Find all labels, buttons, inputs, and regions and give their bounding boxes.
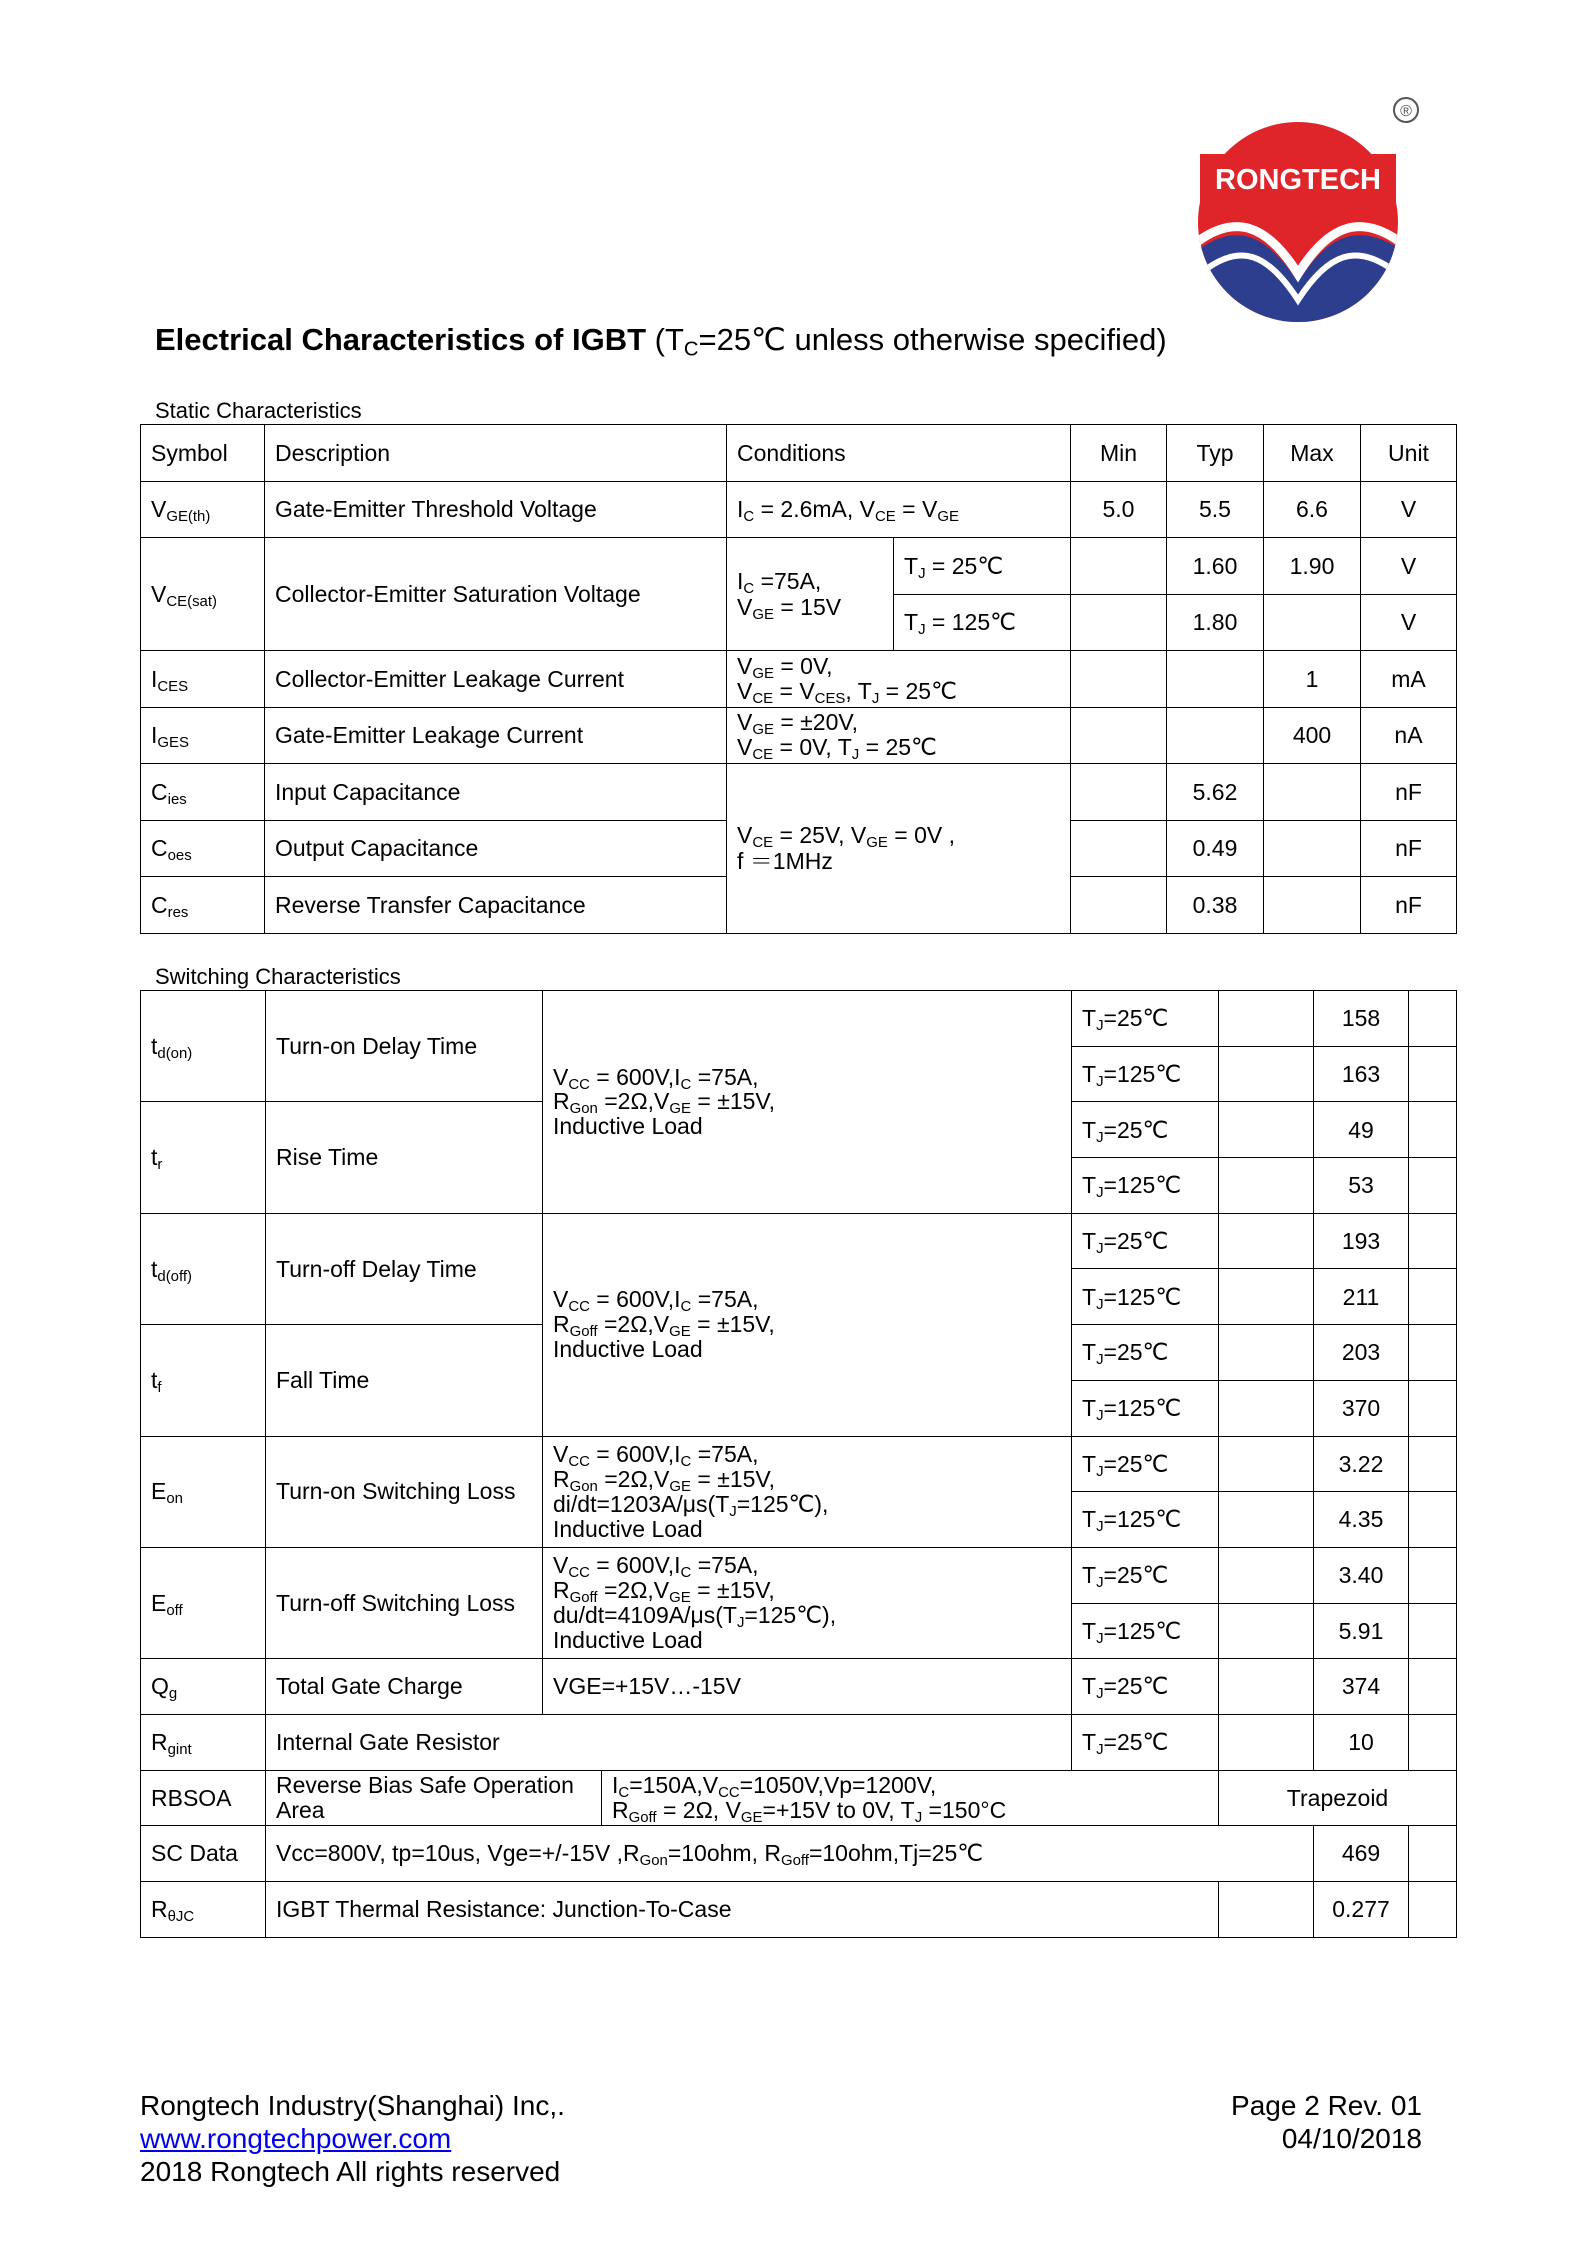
description-cell: Fall Time [266,1325,543,1436]
min-cell [1219,991,1314,1047]
max-cell: 1.90 [1264,538,1361,595]
symbol-cell: $t_{d(on)}$ [141,991,266,1102]
unit-cell: V [1361,481,1457,538]
conditions-cell: $V_{GE} = \pm 20V$, $V_{CE} = 0V$, $T_J$ = 25℃ [727,707,1071,764]
min-cell [1219,1659,1314,1715]
unit-cell: mA [1361,651,1457,708]
conditions-cell: $I_C = 2.6mA$, $V_{CE} = V_{GE}$ [727,481,1071,538]
min-cell [1219,1158,1314,1214]
conditions-cell: VGE=+15V…-15V [543,1659,1072,1715]
min-cell [1219,1269,1314,1325]
temperature-cell: $T_J=125℃$ [1072,1046,1219,1102]
table-row [141,1826,1457,1882]
header-description: Description [265,425,727,482]
static-caption: Static Characteristics [155,398,362,423]
registered-mark: ® [1400,103,1412,120]
page-revision: Page 2 Rev. 01 [1231,2090,1422,2121]
typ-cell: 3.22 [1314,1436,1409,1492]
typ-cell: 5.5 [1167,481,1264,538]
symbol-cell: $I_{CES}$ [141,651,265,708]
conditions-cell: $V_{CE} = 25V$, $V_{GE} = 0V$ , f ＝1MHz [727,764,1071,934]
header-symbol: Symbol [141,425,265,482]
max-cell [1409,1882,1457,1938]
max-cell [1409,1492,1457,1548]
description-cell: Rise Time [266,1102,543,1213]
min-cell [1071,594,1167,651]
symbol-cell: $t_{d(off)}$ [141,1213,266,1324]
unit-cell: nA [1361,707,1457,764]
conditions-cell: Vcc=800V, tp=10us, Vge=+/-15V $,R_{Gon}=10ohm$, $R_{Goff}=10ohm,Tj=25℃$ [266,1826,1314,1882]
table-row [141,1547,1457,1603]
description-cell: Total Gate Charge [266,1659,543,1715]
description-cell: Internal Gate Resistor [266,1714,1072,1770]
typ-cell: 10 [1314,1714,1409,1770]
value-cell: Trapezoid [1219,1770,1457,1826]
footer-right [1231,2089,1422,2155]
logo-text: RONGTECH [1215,164,1381,196]
temperature-cell: $T_J=25℃$ [1072,1436,1219,1492]
temperature-cell: $T_J=25℃$ [1072,1325,1219,1381]
min-cell [1219,1102,1314,1158]
header-min: Min [1071,425,1167,482]
footer-left [140,2089,565,2188]
temperature-cell: $T_J$ = 25℃ [894,538,1071,595]
max-cell: 6.6 [1264,481,1361,538]
max-cell [1409,1826,1457,1882]
page-title: Electrical Characteristics of IGBT ($T_C=25℃$ unless otherwise specified) [155,322,1167,361]
max-cell: 400 [1264,707,1361,764]
max-cell [1409,1436,1457,1492]
max-cell [1409,1547,1457,1603]
company-name: Rongtech Industry(Shanghai) Inc,. [140,2090,565,2121]
description-cell: Turn-on Delay Time [266,991,543,1102]
temperature-cell: $T_J=125℃$ [1072,1158,1219,1214]
static-characteristics-table [140,424,1457,934]
description-cell: Turn-off Switching Loss [266,1547,543,1658]
min-cell [1071,538,1167,595]
typ-cell: 49 [1314,1102,1409,1158]
symbol-cell: $E_{on}$ [141,1436,266,1547]
table-row [141,538,1457,595]
symbol-cell: $C_{oes}$ [141,820,265,877]
max-cell [1409,1325,1457,1381]
symbol-cell: $R_{gint}$ [141,1714,266,1770]
temperature-cell: $T_J=25℃$ [1072,1659,1219,1715]
conditions-cell: $V_{CC} = 600V,I_C =75A$, $R_{Gon} =2\Omega,V_{GE} = \pm 15V$, $di/dt=1203A/\mu s(T_J=125℃)$, Inductive Load [543,1436,1072,1547]
conditions-cell: $V_{CC} = 600V,I_C =75A$, $R_{Gon} =2\Omega,V_{GE} = \pm 15V$, Inductive Load [543,991,1072,1214]
typ-cell: 3.40 [1314,1547,1409,1603]
header-max: Max [1264,425,1361,482]
description-cell: Input Capacitance [265,764,727,821]
typ-cell: 53 [1314,1158,1409,1214]
typ-cell [1167,707,1264,764]
typ-cell: 374 [1314,1659,1409,1715]
typ-cell: 5.91 [1314,1603,1409,1659]
copyright: 2018 Rongtech All rights reserved [140,2156,561,2187]
max-cell [1409,1603,1457,1659]
unit-cell: V [1361,594,1457,651]
switching-caption: Switching Characteristics [155,964,401,989]
typ-cell: 469 [1314,1826,1409,1882]
table-row [141,1213,1457,1269]
unit-cell: V [1361,538,1457,595]
typ-cell: 193 [1314,1213,1409,1269]
max-cell [1409,1714,1457,1770]
temperature-cell: $T_J=125℃$ [1072,1380,1219,1436]
min-cell [1219,1882,1314,1938]
symbol-cell: $t_f$ [141,1325,266,1436]
max-cell [1409,1102,1457,1158]
max-cell [1264,594,1361,651]
description-cell: Collector-Emitter Saturation Voltage [265,538,727,651]
table-row [141,1714,1457,1770]
typ-cell: 5.62 [1167,764,1264,821]
table-row [141,991,1457,1047]
description-cell: Gate-Emitter Leakage Current [265,707,727,764]
table-row [141,1882,1457,1938]
typ-cell: 1.80 [1167,594,1264,651]
typ-cell: 203 [1314,1325,1409,1381]
conditions-cell: $V_{GE} = 0V$, $V_{CE} = V_{CES}$, $T_J$ = 25℃ [727,651,1071,708]
unit-cell: nF [1361,764,1457,821]
min-cell [1219,1213,1314,1269]
conditions-cell: $I_C =75A$, $V_{GE} = 15V$ [727,538,894,651]
max-cell [1409,1380,1457,1436]
max-cell [1409,1269,1457,1325]
header-unit: Unit [1361,425,1457,482]
max-cell: 1 [1264,651,1361,708]
min-cell [1219,1547,1314,1603]
temperature-cell: $T_J=25℃$ [1072,991,1219,1047]
symbol-cell: $E_{off}$ [141,1547,266,1658]
symbol-cell: SC Data [141,1826,266,1882]
max-cell [1409,1659,1457,1715]
temperature-cell: $T_J=125℃$ [1072,1269,1219,1325]
description-cell: Reverse Bias Safe Operation Area [266,1770,602,1826]
conditions-cell: $V_{CC} = 600V,I_C =75A$, $R_{Goff} =2\Omega,V_{GE} = \pm 15V$, Inductive Load [543,1213,1072,1436]
switching-characteristics-table [140,990,1457,1938]
min-cell [1219,1603,1314,1659]
min-cell [1071,820,1167,877]
max-cell [1409,1046,1457,1102]
temperature-cell: $T_J=125℃$ [1072,1603,1219,1659]
typ-cell [1167,651,1264,708]
table-header-row [141,425,1457,482]
temperature-cell: $T_J$ = 125℃ [894,594,1071,651]
min-cell [1219,1436,1314,1492]
symbol-cell: $R_{\theta JC}$ [141,1882,266,1938]
rongtech-logo [1195,92,1425,322]
symbol-cell: RBSOA [141,1770,266,1826]
temperature-cell: $T_J=25℃$ [1072,1547,1219,1603]
table-row [141,707,1457,764]
description-cell: Collector-Emitter Leakage Current [265,651,727,708]
temperature-cell: $T_J=25℃$ [1072,1102,1219,1158]
min-cell [1219,1380,1314,1436]
company-website-link[interactable]: www.rongtechpower.com [140,2123,452,2154]
symbol-cell: $C_{ies}$ [141,764,265,821]
temperature-cell: $T_J=25℃$ [1072,1213,1219,1269]
typ-cell: 0.49 [1167,820,1264,877]
symbol-cell: $Q_g$ [141,1659,266,1715]
description-cell: Gate-Emitter Threshold Voltage [265,481,727,538]
typ-cell: 4.35 [1314,1492,1409,1548]
min-cell [1071,764,1167,821]
typ-cell: 1.60 [1167,538,1264,595]
unit-cell: nF [1361,820,1457,877]
max-cell [1264,764,1361,821]
description-cell: Turn-on Switching Loss [266,1436,543,1547]
symbol-cell: $t_r$ [141,1102,266,1213]
description-cell: IGBT Thermal Resistance: Junction-To-Case [266,1882,1219,1938]
min-cell [1219,1046,1314,1102]
max-cell [1264,820,1361,877]
description-cell: Output Capacitance [265,820,727,877]
min-cell [1071,877,1167,934]
conditions-cell: $V_{CC} = 600V,I_C =75A$, $R_{Goff} =2\Omega,V_{GE} = \pm 15V$, $du/dt=4109A/\mu s(T_J=125℃)$, Inductive Load [543,1547,1072,1658]
table-row [141,481,1457,538]
min-cell [1219,1492,1314,1548]
min-cell [1219,1325,1314,1381]
typ-cell: 211 [1314,1269,1409,1325]
table-row [141,651,1457,708]
description-cell: Turn-off Delay Time [266,1213,543,1324]
symbol-cell: $I_{GES}$ [141,707,265,764]
header-typ: Typ [1167,425,1264,482]
table-row [141,1770,1457,1826]
min-cell [1219,1714,1314,1770]
max-cell [1409,1213,1457,1269]
typ-cell: 0.277 [1314,1882,1409,1938]
max-cell [1264,877,1361,934]
table-row [141,764,1457,821]
min-cell: 5.0 [1071,481,1167,538]
symbol-cell: $V_{GE(th)}$ [141,481,265,538]
symbol-cell: $C_{res}$ [141,877,265,934]
temperature-cell: $T_J=125℃$ [1072,1492,1219,1548]
typ-cell: 163 [1314,1046,1409,1102]
max-cell [1409,1158,1457,1214]
typ-cell: 0.38 [1167,877,1264,934]
table-row [141,1659,1457,1715]
min-cell [1071,651,1167,708]
symbol-cell: $V_{CE(sat)}$ [141,538,265,651]
unit-cell: nF [1361,877,1457,934]
header-conditions: Conditions [727,425,1071,482]
max-cell [1409,991,1457,1047]
conditions-cell: $I_C=150A,V_{CC}=1050V,Vp=1200V$, $R_{Goff} = 2\Omega$, $V_{GE}=+15V$ to 0V, $T_J =150^\circ C$ [602,1770,1219,1826]
min-cell [1071,707,1167,764]
temperature-cell: $T_J=25℃$ [1072,1714,1219,1770]
typ-cell: 158 [1314,991,1409,1047]
description-cell: Reverse Transfer Capacitance [265,877,727,934]
typ-cell: 370 [1314,1380,1409,1436]
document-date: 04/10/2018 [1281,2123,1422,2154]
table-row [141,1436,1457,1492]
